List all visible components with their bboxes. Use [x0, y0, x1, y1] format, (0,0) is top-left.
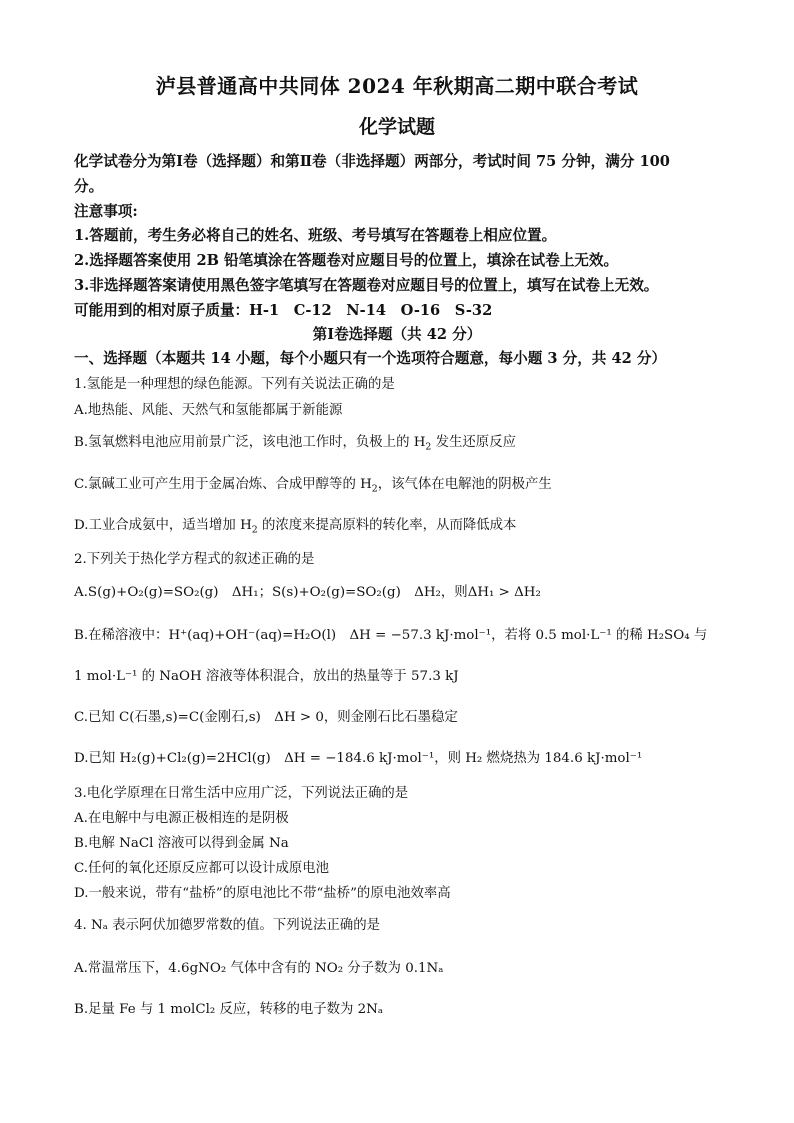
intro-line-2: 分。: [74, 178, 104, 195]
q3-option-c: C.任何的氧化还原反应都可以设计成原电池: [74, 861, 330, 876]
q4-option-b: B.足量 Fe 与 1 molCl₂ 反应，转移的电子数为 2Nₐ: [74, 1002, 384, 1017]
q3-option-b: B.电解 NaCl 溶液可以得到金属 Na: [74, 836, 289, 851]
q2-option-b-line2: 1 mol·L⁻¹ 的 NaOH 溶液等体积混合，放出的热量等于 57.3 kJ: [74, 669, 459, 684]
exam-subtitle: 化学试题: [358, 116, 435, 138]
q1-option-c: C.氯碱工业可产生用于金属冶炼、合成甲醇等的 $H_2$，该气体在电解池的阴极产生: [74, 477, 552, 495]
q1-option-b: B.氢氧燃料电池应用前景广泛，该电池工作时，负极上的 $H_2$ 发生还原反应: [74, 435, 516, 453]
q3-option-a: A.在电解中与电源正极相连的是阴极: [74, 811, 289, 826]
q2-option-b-line1: B.在稀溶液中：H⁺(aq)+OH⁻(aq)=H₂O(l) ΔH = −57.3 kJ·mol⁻¹，若将 0.5 mol·L⁻¹ 的稀 H₂SO₄ 与: [74, 628, 708, 643]
q1-option-d: D.工业合成氨中，适当增加 $H_2$ 的浓度来提高原料的转化率，从而降低成本: [74, 518, 517, 536]
q2-option-d: D.已知 H₂(g)+Cl₂(g)=2HCl(g) ΔH = −184.6 kJ·mol⁻¹，则 H₂ 燃烧热为 184.6 kJ·mol⁻¹: [74, 751, 643, 766]
exam-title: 泸县普通高中共同体 2024 年秋期高二期中联合考试: [155, 74, 639, 98]
note-item-2: 2.选择题答案使用 2B 铅笔填涂在答题卷对应题目号的位置上，填涂在试卷上无效。: [74, 252, 619, 269]
part1-heading: 第Ⅰ卷选择题（共 42 分）: [312, 326, 482, 343]
q2-option-c: C.已知 C(石墨,s)=C(金刚石,s) ΔH > 0，则金刚石比石墨稳定: [74, 710, 458, 725]
note-item-3: 3.非选择题答案请使用黑色签字笔填写在答题卷对应题目号的位置上，填写在试卷上无效。: [74, 277, 659, 294]
section-heading: 一、选择题（本题共 14 小题，每个小题只有一个选项符合题意，每小题 3 分，共 42 分）: [74, 350, 667, 367]
intro-line-1: 化学试卷分为第Ⅰ卷（选择题）和第Ⅱ卷（非选择题）两部分，考试时间 75 分钟，满分 100: [74, 153, 670, 170]
atomic-masses: 可能用到的相对原子质量：H-1 C-12 N-14 O-16 S-32: [74, 302, 493, 319]
q3-option-d: D.一般来说，带有“盐桥”的原电池比不带“盐桥”的原电池效率高: [74, 886, 451, 901]
q3-stem: 3.电化学原理在日常生活中应用广泛，下列说法正确的是: [74, 786, 409, 801]
q1-option-a: A.地热能、风能、天然气和氢能都属于新能源: [74, 403, 343, 418]
q4-option-a: A.常温常压下，4.6gNO₂ 气体中含有的 NO₂ 分子数为 0.1Nₐ: [74, 961, 444, 976]
q2-option-a: A.S(g)+O₂(g)=SO₂(g) ΔH₁；S(s)+O₂(g)=SO₂(g) ΔH₂，则ΔH₁ > ΔH₂: [74, 585, 541, 600]
notes-heading: 注意事项:: [74, 203, 138, 220]
q2-stem: 2.下列关于热化学方程式的叙述正确的是: [74, 552, 315, 567]
note-item-1: 1.答题前，考生务必将自己的姓名、班级、考号填写在答题卷上相应位置。: [74, 227, 557, 244]
q1-stem: 1.氢能是一种理想的绿色能源。下列有关说法正确的是: [74, 377, 395, 392]
q4-stem: 4. Nₐ 表示阿伏加德罗常数的值。下列说法正确的是: [74, 918, 380, 933]
